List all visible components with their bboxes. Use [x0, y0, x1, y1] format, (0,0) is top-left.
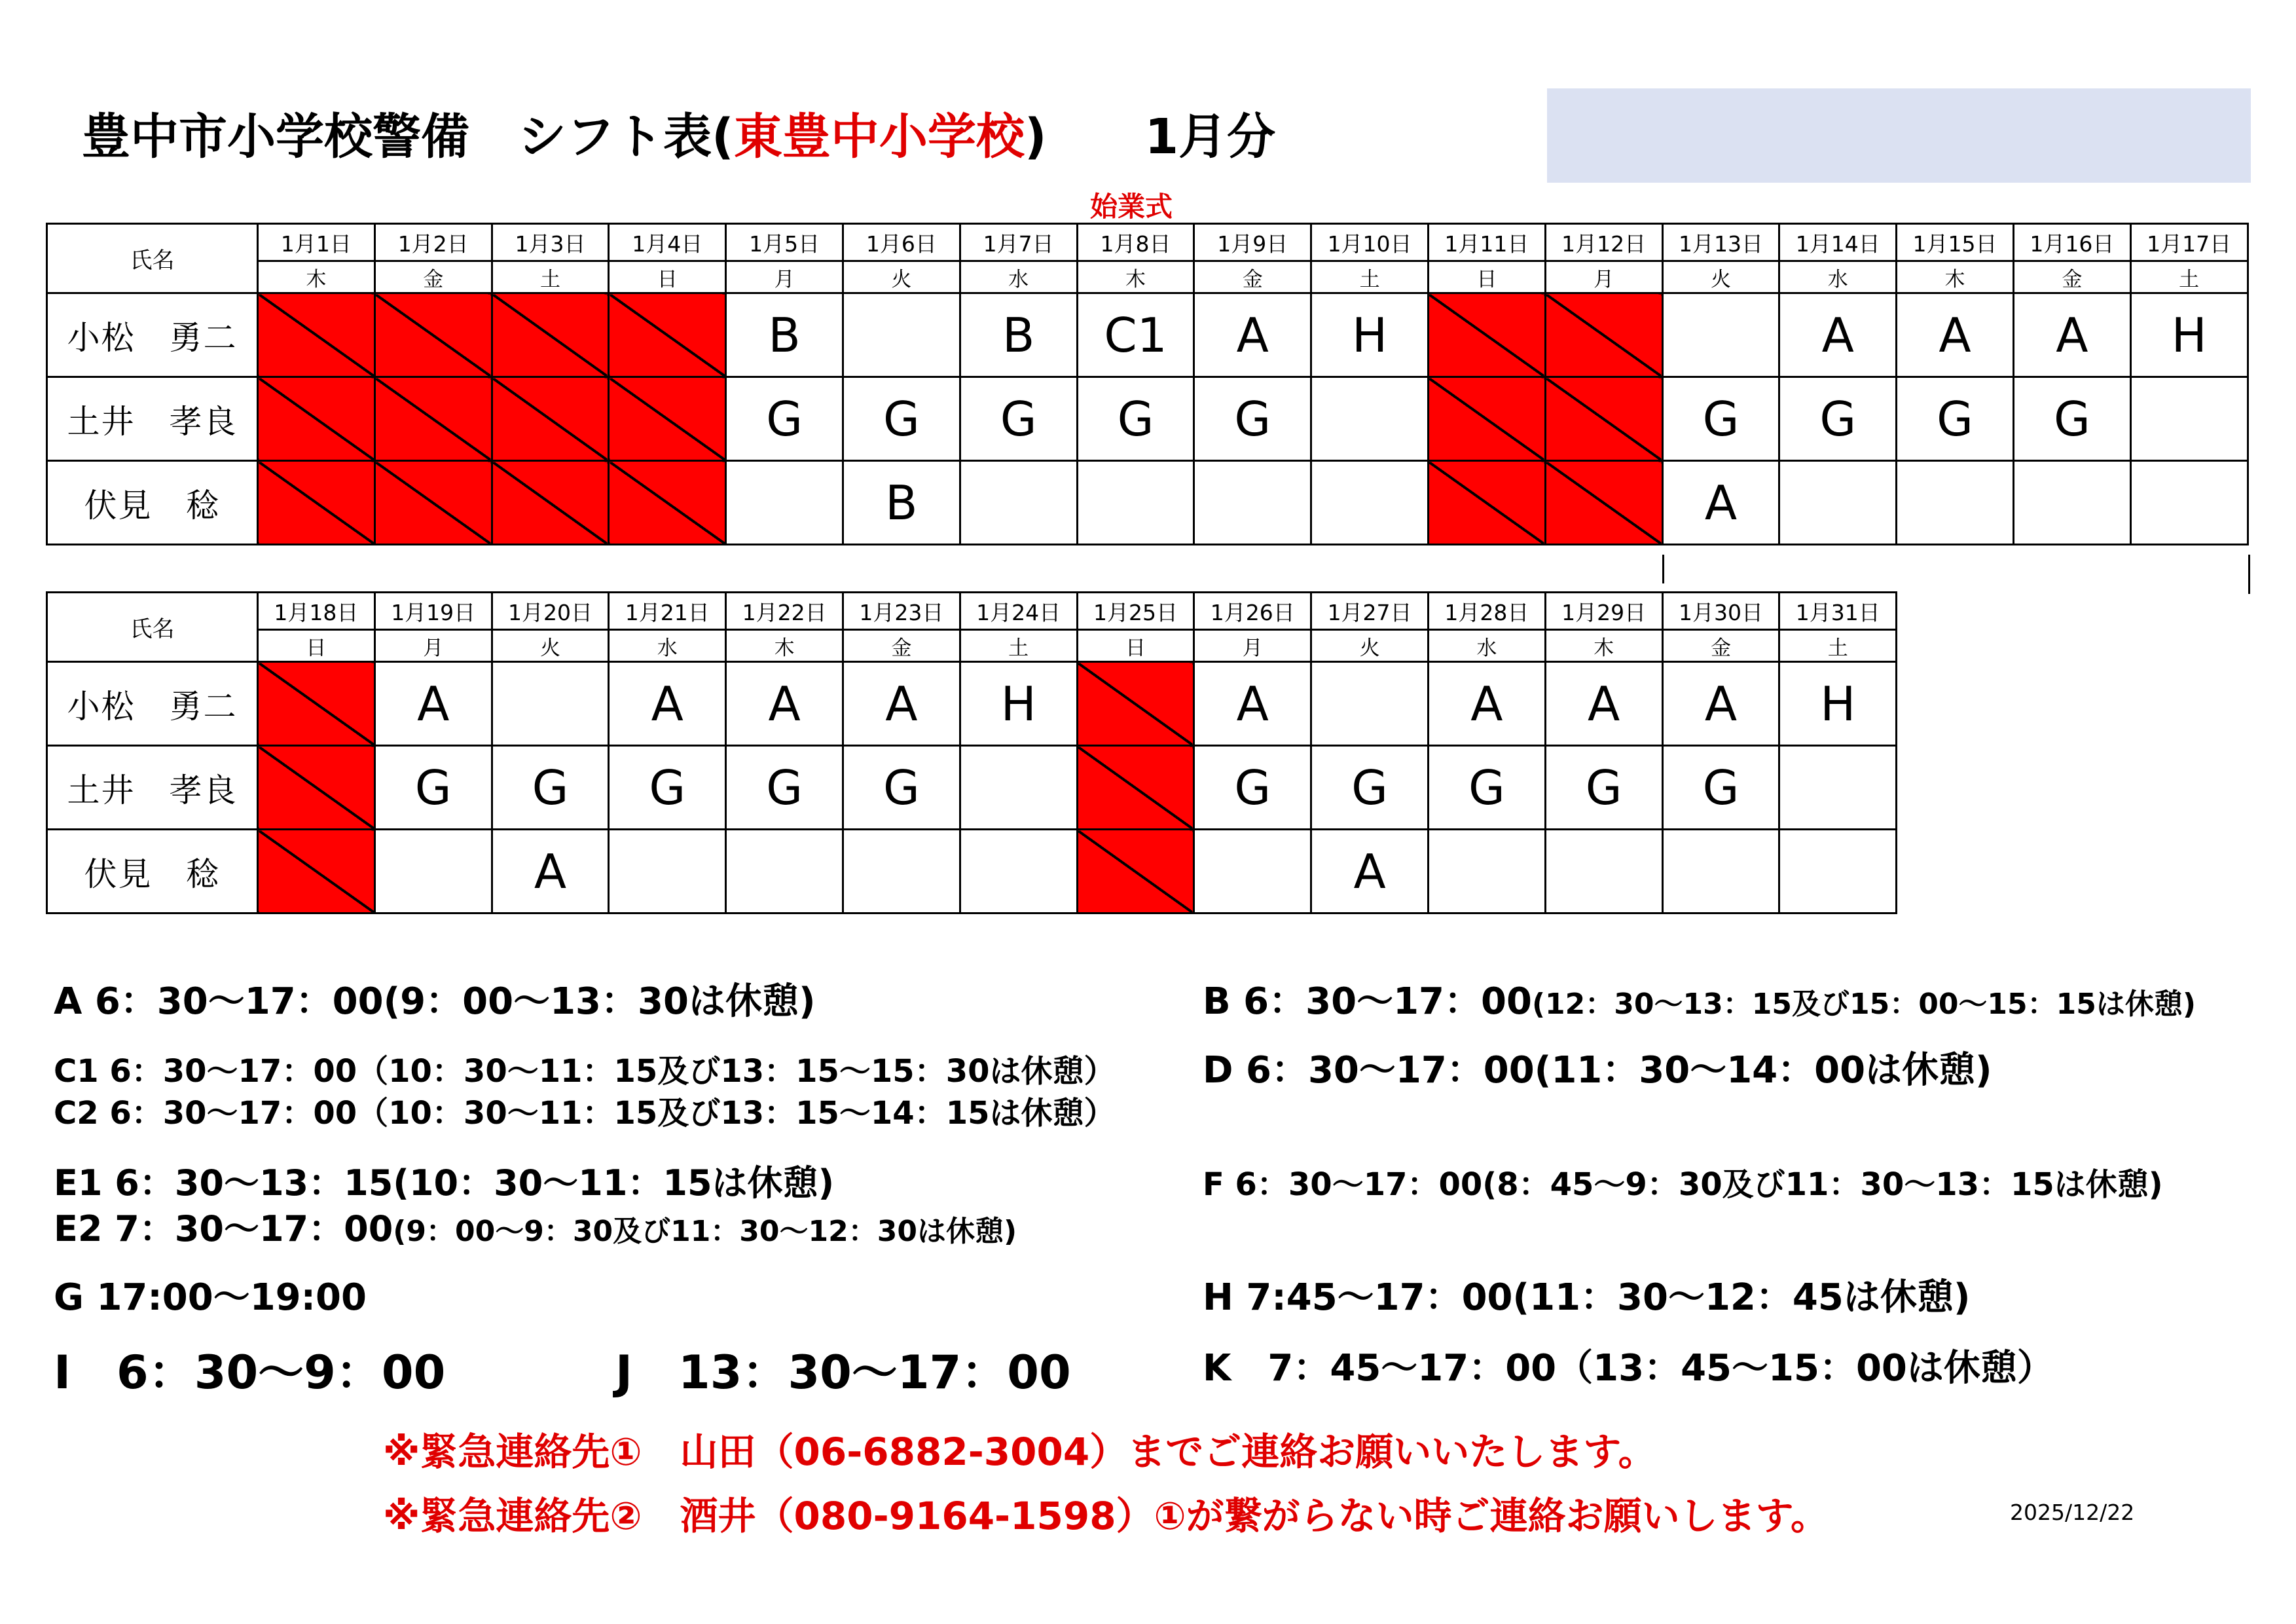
- shift-cell: H: [1311, 293, 1429, 377]
- shift-cell: A: [609, 662, 726, 746]
- legend-j: J 13：30～17：00: [615, 1346, 1071, 1399]
- date-header: 1月15日: [1897, 224, 2014, 261]
- date-header: 1月5日: [726, 224, 843, 261]
- shift-cell: H: [1779, 662, 1897, 746]
- shift-cell: [1194, 461, 1311, 545]
- name-header: 氏名: [47, 593, 258, 662]
- date-header: 1月14日: [1779, 224, 1897, 261]
- off-day-cell: [374, 293, 492, 377]
- shift-cell: G: [843, 377, 960, 461]
- weekday-header: 水: [609, 630, 726, 662]
- shift-cell: A: [492, 830, 609, 913]
- off-day-cell: [258, 746, 375, 830]
- weekday-header: 木: [258, 261, 375, 293]
- off-day-cell: [1428, 377, 1545, 461]
- shift-cell: G: [726, 746, 843, 830]
- weekday-header: 月: [726, 261, 843, 293]
- shift-cell: C1: [1077, 293, 1194, 377]
- off-day-cell: [258, 662, 375, 746]
- off-day-cell: [1077, 830, 1194, 913]
- shift-cell: [1077, 461, 1194, 545]
- date-header: 1月19日: [374, 593, 492, 630]
- shift-cell: [609, 830, 726, 913]
- date-header: 1月8日: [1077, 224, 1194, 261]
- event-label: 始業式: [1090, 191, 1173, 223]
- shift-cell: H: [2130, 293, 2248, 377]
- shift-cell: [843, 830, 960, 913]
- legend-c1: C1 6：30～17：00（10：30～11：15及び13：15～15：30は休憩）: [54, 1053, 1116, 1090]
- shift-cell: G: [609, 746, 726, 830]
- shift-cell: G: [1428, 746, 1545, 830]
- shift-cell: A: [1194, 293, 1311, 377]
- shift-cell: [2130, 377, 2248, 461]
- date-header: 1月22日: [726, 593, 843, 630]
- date-header: 1月25日: [1077, 593, 1194, 630]
- weekday-header: 木: [1545, 630, 1662, 662]
- date-header: 1月28日: [1428, 593, 1545, 630]
- date-header: 1月4日: [609, 224, 726, 261]
- staff-name: 伏見 稔: [47, 830, 258, 913]
- weekday-header: 火: [843, 261, 960, 293]
- date-header: 1月11日: [1428, 224, 1545, 261]
- off-day-cell: [258, 293, 375, 377]
- weekday-header: 金: [843, 630, 960, 662]
- off-day-cell: [1545, 461, 1662, 545]
- weekday-header: 金: [374, 261, 492, 293]
- shift-cell: A: [1662, 662, 1779, 746]
- date-header: 1月3日: [492, 224, 609, 261]
- weekday-header: 木: [1077, 261, 1194, 293]
- weekday-header: 土: [1779, 630, 1897, 662]
- date-header: 1月10日: [1311, 224, 1429, 261]
- off-day-cell: [609, 377, 726, 461]
- shift-cell: A: [1311, 830, 1429, 913]
- shift-cell: G: [1077, 377, 1194, 461]
- weekday-header: 土: [2130, 261, 2248, 293]
- weekday-header: 月: [374, 630, 492, 662]
- legend-a: A 6：30～17：00(9：00～13：30は休憩): [54, 980, 816, 1023]
- staff-name: 小松 勇二: [47, 293, 258, 377]
- date-header: 1月12日: [1545, 224, 1662, 261]
- staff-row: [47, 662, 1897, 746]
- date-header: 1月29日: [1545, 593, 1662, 630]
- legend-h: H 7:45～17：00(11：30～12：45は休憩): [1203, 1276, 1971, 1319]
- shift-cell: [1311, 461, 1429, 545]
- shift-cell: [1662, 830, 1779, 913]
- date-header: 1月26日: [1194, 593, 1311, 630]
- date-header: 1月31日: [1779, 593, 1897, 630]
- shift-cell: [726, 461, 843, 545]
- date-header: 1月27日: [1311, 593, 1429, 630]
- shift-cell: [1662, 293, 1779, 377]
- note-box: [1547, 88, 2251, 183]
- weekday-header: 土: [492, 261, 609, 293]
- staff-row: [47, 377, 2248, 461]
- shift-cell: [1428, 830, 1545, 913]
- emergency-contact-1: ※緊急連絡先① 山田（06-6882-3004）までご連絡お願いいたします。: [383, 1430, 1656, 1474]
- legend-e1: E1 6：30～13：15(10：30～11：15は休憩): [54, 1162, 835, 1204]
- shift-cell: [1897, 461, 2014, 545]
- staff-name: 小松 勇二: [47, 662, 258, 746]
- off-day-cell: [258, 461, 375, 545]
- legend-b: B 6：30～17：00(12：30～13：15及び15：00～15：15は休憩): [1203, 980, 2196, 1023]
- shift-cell: [960, 746, 1077, 830]
- date-header: 1月16日: [2013, 224, 2130, 261]
- off-day-cell: [374, 461, 492, 545]
- shift-cell: G: [1897, 377, 2014, 461]
- weekday-header: 土: [960, 630, 1077, 662]
- weekday-header: 土: [1311, 261, 1429, 293]
- off-day-cell: [1077, 746, 1194, 830]
- shift-cell: G: [1311, 746, 1429, 830]
- shift-cell: A: [726, 662, 843, 746]
- weekday-header: 日: [1428, 261, 1545, 293]
- shift-cell: G: [1194, 377, 1311, 461]
- shift-cell: G: [1662, 746, 1779, 830]
- shift-cell: H: [960, 662, 1077, 746]
- shift-cell: A: [1428, 662, 1545, 746]
- shift-cell: A: [843, 662, 960, 746]
- shift-cell: A: [1662, 461, 1779, 545]
- issue-date: 2025/12/22: [2010, 1500, 2135, 1525]
- staff-name: 土井 孝良: [47, 377, 258, 461]
- shift-cell: G: [374, 746, 492, 830]
- legend-g: G 17:00～19:00: [54, 1276, 367, 1319]
- weekday-header: 日: [609, 261, 726, 293]
- date-header: 1月24日: [960, 593, 1077, 630]
- shift-cell: [1779, 461, 1897, 545]
- date-header: 1月6日: [843, 224, 960, 261]
- off-day-cell: [1077, 662, 1194, 746]
- shift-cell: [843, 293, 960, 377]
- date-header: 1月20日: [492, 593, 609, 630]
- off-day-cell: [609, 293, 726, 377]
- weekday-header: 金: [1662, 630, 1779, 662]
- name-header: 氏名: [47, 224, 258, 293]
- weekday-header: 火: [492, 630, 609, 662]
- page-title: 豊中市小学校警備 シフト表(東豊中小学校) 1月分: [82, 109, 1276, 165]
- month-label: 1月分: [1144, 109, 1276, 165]
- emergency-contact-2: ※緊急連絡先② 酒井（080-9164-1598）①が繋がらない時ご連絡お願いします。: [383, 1494, 1829, 1538]
- legend-c2: C2 6：30～17：00（10：30～11：15及び13：15～14：15は休憩）: [54, 1095, 1116, 1132]
- shift-table-2: [46, 591, 1897, 914]
- weekday-header: 水: [1428, 630, 1545, 662]
- off-day-cell: [1545, 377, 1662, 461]
- off-day-cell: [609, 461, 726, 545]
- date-header: 1月21日: [609, 593, 726, 630]
- weekday-header: 水: [1779, 261, 1897, 293]
- shift-cell: [726, 830, 843, 913]
- shift-cell: [1311, 377, 1429, 461]
- date-header: 1月30日: [1662, 593, 1779, 630]
- shift-cell: [492, 662, 609, 746]
- shift-cell: G: [492, 746, 609, 830]
- staff-row: [47, 746, 1897, 830]
- shift-cell: B: [960, 293, 1077, 377]
- off-day-cell: [1428, 293, 1545, 377]
- off-day-cell: [492, 377, 609, 461]
- weekday-header: 木: [1897, 261, 2014, 293]
- date-header: 1月2日: [374, 224, 492, 261]
- date-header: 1月9日: [1194, 224, 1311, 261]
- shift-cell: [1779, 746, 1897, 830]
- staff-row: [47, 830, 1897, 913]
- weekday-header: 月: [1194, 630, 1311, 662]
- off-day-cell: [258, 830, 375, 913]
- shift-cell: [2130, 461, 2248, 545]
- shift-cell: A: [1545, 662, 1662, 746]
- date-header: 1月17日: [2130, 224, 2248, 261]
- off-day-cell: [492, 293, 609, 377]
- shift-cell: [1779, 830, 1897, 913]
- shift-cell: A: [1897, 293, 2014, 377]
- date-header: 1月7日: [960, 224, 1077, 261]
- shift-cell: [374, 830, 492, 913]
- shift-cell: G: [1779, 377, 1897, 461]
- shift-cell: G: [1662, 377, 1779, 461]
- school-name: 東豊中小学校: [733, 109, 1025, 165]
- shift-cell: A: [1779, 293, 1897, 377]
- shift-cell: [1311, 662, 1429, 746]
- staff-name: 土井 孝良: [47, 746, 258, 830]
- shift-cell: G: [843, 746, 960, 830]
- weekday-header: 火: [1662, 261, 1779, 293]
- weekday-header: 木: [726, 630, 843, 662]
- shift-cell: [1545, 830, 1662, 913]
- shift-cell: A: [374, 662, 492, 746]
- shift-cell: [1194, 830, 1311, 913]
- weekday-header: 金: [1194, 261, 1311, 293]
- off-day-cell: [258, 377, 375, 461]
- weekday-header: 水: [960, 261, 1077, 293]
- staff-row: [47, 461, 2248, 545]
- shift-cell: [960, 830, 1077, 913]
- shift-cell: B: [726, 293, 843, 377]
- weekday-header: 金: [2013, 261, 2130, 293]
- legend-e2: E2 7：30～17：00(9：00～9：30及び11：30～12：30は休憩): [54, 1208, 1017, 1249]
- date-header: 1月18日: [258, 593, 375, 630]
- weekday-header: 月: [1545, 261, 1662, 293]
- weekday-header: 日: [1077, 630, 1194, 662]
- date-header: 1月13日: [1662, 224, 1779, 261]
- off-day-cell: [374, 377, 492, 461]
- shift-cell: G: [1545, 746, 1662, 830]
- legend-f: F 6：30～17：00(8：45～9：30及び11：30～13：15は休憩): [1203, 1166, 2163, 1203]
- weekday-header: 火: [1311, 630, 1429, 662]
- staff-name: 伏見 稔: [47, 461, 258, 545]
- shift-cell: G: [726, 377, 843, 461]
- off-day-cell: [1545, 293, 1662, 377]
- divider-line: [2248, 555, 2250, 594]
- shift-cell: B: [843, 461, 960, 545]
- legend-i: I 6：30～9：00: [54, 1346, 446, 1399]
- staff-row: [47, 293, 2248, 377]
- shift-cell: [960, 461, 1077, 545]
- date-header: 1月1日: [258, 224, 375, 261]
- off-day-cell: [492, 461, 609, 545]
- shift-cell: [2013, 461, 2130, 545]
- legend-k: K 7：45～17：00（13：45～15：00は休憩）: [1203, 1347, 2054, 1390]
- shift-cell: G: [960, 377, 1077, 461]
- shift-cell: A: [1194, 662, 1311, 746]
- date-header: 1月23日: [843, 593, 960, 630]
- divider-line: [1662, 555, 1664, 583]
- weekday-header: 日: [258, 630, 375, 662]
- legend-d: D 6：30～17：00(11：30～14：00は休憩): [1203, 1049, 1992, 1092]
- shift-cell: G: [1194, 746, 1311, 830]
- off-day-cell: [1428, 461, 1545, 545]
- shift-cell: A: [2013, 293, 2130, 377]
- shift-table-1: [46, 223, 2249, 545]
- shift-cell: G: [2013, 377, 2130, 461]
